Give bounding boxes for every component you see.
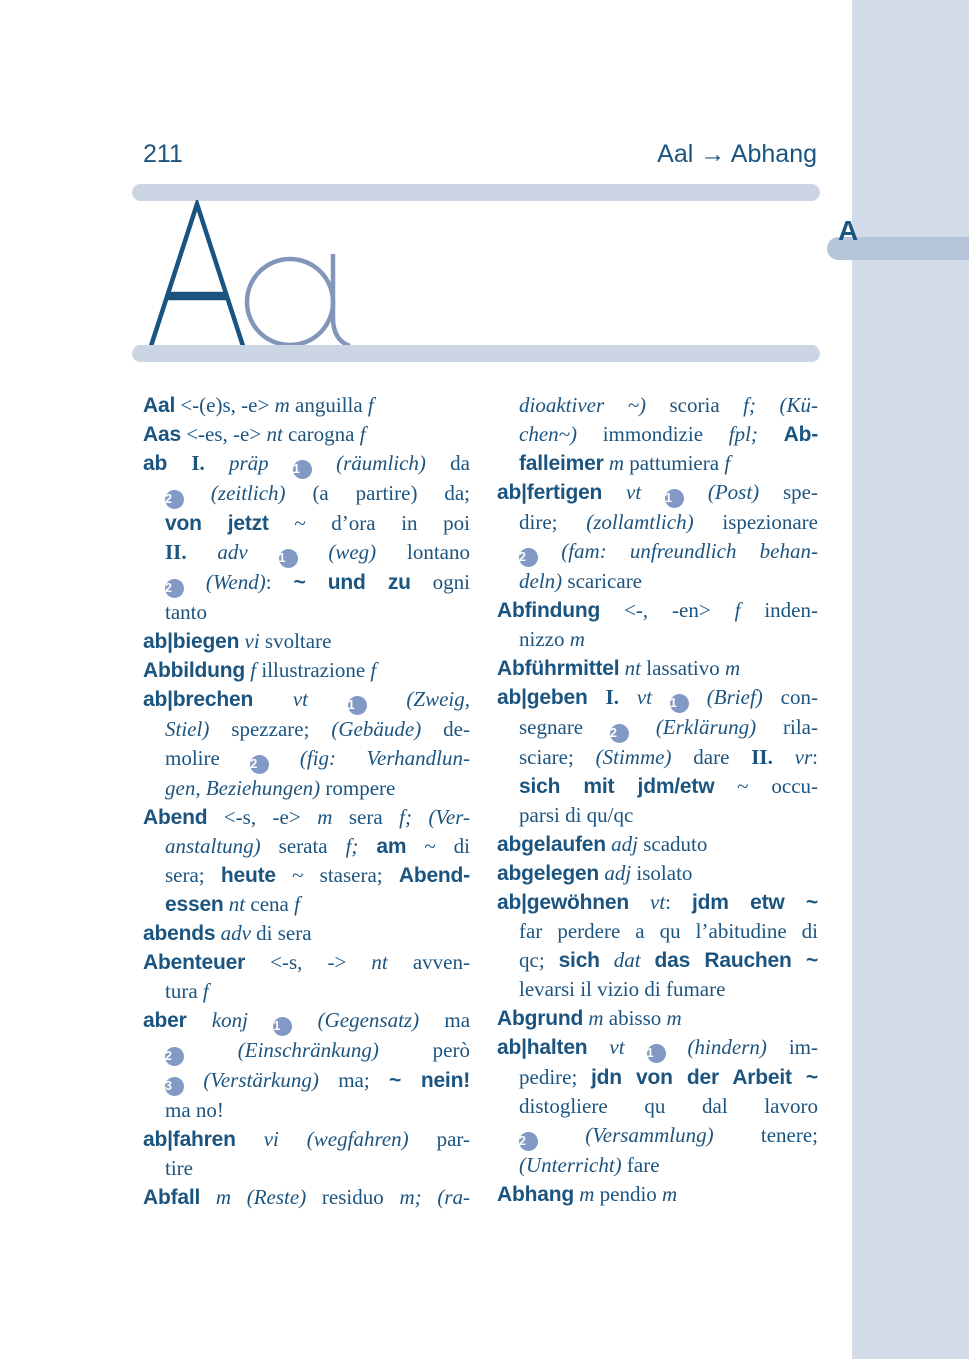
text-segment: isolato bbox=[631, 861, 693, 885]
text-segment: nt bbox=[624, 656, 642, 680]
text-segment: Abenteuer bbox=[143, 951, 246, 974]
page-number: 211 bbox=[143, 140, 183, 168]
text-segment bbox=[200, 1185, 216, 1209]
sense-number-badge: 1 bbox=[279, 549, 298, 568]
entry-line bbox=[497, 654, 818, 683]
text-segment: Aal bbox=[143, 394, 176, 417]
section-letters bbox=[143, 200, 358, 350]
text-segment: sera bbox=[332, 805, 400, 829]
entry-line bbox=[497, 917, 818, 946]
column-right bbox=[497, 391, 818, 1209]
entry-line bbox=[143, 977, 470, 1006]
text-segment: far perdere a qu l’abitudine di bbox=[519, 919, 818, 943]
text-segment bbox=[358, 834, 376, 858]
text-segment: das Rauchen ~ bbox=[654, 949, 819, 972]
text-segment: (Brief) bbox=[688, 685, 781, 709]
text-segment: dat bbox=[613, 948, 641, 972]
text-segment: (ra- bbox=[437, 1185, 471, 1209]
text-segment: m (Reste) bbox=[215, 1185, 307, 1209]
text-segment: spe- bbox=[783, 480, 818, 504]
sense-number-badge: 2 bbox=[610, 724, 629, 743]
text-segment: adv bbox=[220, 921, 251, 945]
text-segment: vt bbox=[626, 480, 666, 504]
entry-line bbox=[497, 1063, 818, 1092]
entry-line bbox=[497, 1092, 818, 1121]
text-segment: Aas bbox=[143, 423, 181, 446]
entry-line bbox=[497, 537, 818, 567]
entry-line bbox=[143, 598, 470, 627]
text-segment: <-es, -e> bbox=[180, 422, 267, 446]
text-segment: aber bbox=[143, 1009, 187, 1032]
text-segment: nt bbox=[266, 422, 283, 446]
entry-line bbox=[497, 830, 818, 859]
entry-line bbox=[143, 774, 470, 803]
text-segment: ~ di bbox=[406, 834, 471, 858]
text-segment: ogni bbox=[410, 570, 470, 594]
text-segment: con- bbox=[780, 685, 818, 709]
text-segment: Abhang bbox=[497, 1183, 574, 1206]
text-segment: distogliere qu dal lavoro bbox=[519, 1094, 818, 1118]
text-segment: vt bbox=[292, 687, 348, 711]
text-segment: (Stimme) bbox=[595, 745, 672, 769]
text-segment: parsi di qu/qc bbox=[519, 803, 634, 827]
entry-line bbox=[497, 1004, 818, 1033]
text-segment: (hindern) bbox=[665, 1035, 789, 1059]
entry-line bbox=[497, 888, 818, 917]
text-segment: heute bbox=[220, 864, 276, 887]
sense-number-badge: 1 bbox=[647, 1044, 666, 1063]
text-segment: tenere; bbox=[760, 1123, 818, 1147]
text-segment: nt bbox=[371, 950, 388, 974]
text-segment: dioaktiver ~) bbox=[519, 393, 646, 417]
text-segment: da bbox=[450, 451, 470, 475]
bottom-divider-bar bbox=[132, 345, 820, 362]
entry-line bbox=[497, 859, 818, 888]
entry-line bbox=[497, 625, 818, 654]
text-segment: scaricare bbox=[562, 569, 643, 593]
text-segment: m bbox=[579, 1182, 595, 1206]
text-segment: f bbox=[359, 422, 366, 446]
text-segment: : bbox=[812, 745, 818, 769]
sense-number-badge: 1 bbox=[665, 489, 684, 508]
text-segment: ab bbox=[143, 452, 168, 475]
text-segment: (Post) bbox=[684, 480, 783, 504]
text-segment: Abbildung bbox=[143, 659, 246, 682]
text-segment: : bbox=[265, 570, 294, 594]
text-segment bbox=[602, 480, 626, 504]
entry-line bbox=[497, 975, 818, 1004]
entry-line bbox=[143, 803, 470, 832]
text-segment: ma; bbox=[338, 1068, 390, 1092]
text-segment bbox=[756, 393, 780, 417]
letter-a-bowl bbox=[247, 259, 333, 345]
text-segment: scaduto bbox=[637, 832, 708, 856]
text-segment: f bbox=[202, 979, 209, 1003]
text-segment: vt bbox=[609, 1035, 647, 1059]
entry-line bbox=[143, 1006, 470, 1036]
text-segment: ~ occu- bbox=[714, 774, 819, 798]
sense-number-badge: 1 bbox=[293, 460, 312, 479]
text-segment: sera; bbox=[165, 863, 221, 887]
text-segment: (zollamtlich) bbox=[586, 510, 694, 534]
page-header bbox=[143, 140, 817, 169]
text-segment: scoria bbox=[646, 393, 744, 417]
entry-line bbox=[143, 479, 470, 509]
text-segment: konj bbox=[211, 1008, 274, 1032]
text-segment: (zeitlich) bbox=[184, 481, 313, 505]
entry-line bbox=[143, 1036, 470, 1066]
entry-line bbox=[497, 1033, 818, 1063]
text-segment: f; bbox=[743, 393, 756, 417]
text-segment: cena bbox=[245, 892, 295, 916]
entry-line bbox=[143, 744, 470, 774]
text-segment: abgelegen bbox=[497, 862, 600, 885]
letter-a-stem bbox=[333, 254, 350, 346]
section-letters-art bbox=[143, 200, 358, 350]
entry-line bbox=[497, 683, 818, 713]
text-segment: Abgrund bbox=[497, 1007, 584, 1030]
text-segment: fare bbox=[621, 1153, 660, 1177]
text-segment: sich mit jdm/etw bbox=[519, 775, 715, 798]
text-segment bbox=[236, 1127, 264, 1151]
text-segment: II. bbox=[165, 540, 218, 564]
text-segment: (Wend) bbox=[184, 570, 266, 594]
entry-line bbox=[143, 948, 470, 977]
guide-words: Aal → Abhang bbox=[657, 140, 817, 168]
entry-line bbox=[497, 772, 818, 801]
text-segment: ~ d’ora in poi bbox=[268, 511, 470, 535]
entry-line bbox=[143, 715, 470, 744]
entry-line bbox=[497, 596, 818, 625]
text-segment: <-(e)s, -e> bbox=[175, 393, 275, 417]
text-segment: I. bbox=[167, 451, 229, 475]
text-segment bbox=[641, 948, 655, 972]
entry-line bbox=[497, 391, 818, 420]
entry-line bbox=[143, 568, 470, 598]
text-segment: f; bbox=[345, 834, 359, 858]
text-segment: (weg) bbox=[297, 540, 407, 564]
entry-line bbox=[143, 1183, 470, 1212]
text-segment: jdn von der Arbeit ~ bbox=[591, 1066, 818, 1089]
entry-line bbox=[497, 743, 818, 772]
text-segment: Abfall bbox=[143, 1186, 201, 1209]
text-segment: deln) bbox=[519, 569, 563, 593]
text-segment bbox=[253, 687, 293, 711]
text-segment: vi (wegfahren) bbox=[263, 1127, 409, 1151]
text-segment: ab|fertigen bbox=[497, 481, 603, 504]
text-segment: m bbox=[317, 805, 333, 829]
text-segment: ispezionare bbox=[693, 510, 818, 534]
text-segment: Abfindung bbox=[497, 599, 601, 622]
entry-line bbox=[143, 1096, 470, 1125]
text-segment: carogna bbox=[282, 422, 360, 446]
text-segment bbox=[600, 948, 614, 972]
text-segment: spezzare; bbox=[209, 717, 332, 741]
text-segment: f; bbox=[399, 805, 412, 829]
text-segment: pedire; bbox=[519, 1065, 592, 1089]
text-segment: f bbox=[367, 393, 374, 417]
text-segment bbox=[412, 805, 428, 829]
text-segment: pattumiera bbox=[624, 451, 725, 475]
text-segment bbox=[422, 1185, 438, 1209]
text-segment: avven- bbox=[387, 950, 470, 974]
text-segment: anstaltung) bbox=[165, 834, 261, 858]
sense-number-badge: 2 bbox=[250, 755, 269, 774]
entry-line bbox=[143, 420, 470, 449]
text-segment: adj bbox=[604, 861, 632, 885]
text-segment: (Einschränkung) bbox=[184, 1038, 433, 1062]
entry-line bbox=[497, 1180, 818, 1209]
text-segment: m bbox=[274, 393, 290, 417]
text-segment bbox=[587, 1035, 609, 1059]
text-segment: dire; bbox=[519, 510, 587, 534]
entry-line bbox=[497, 420, 818, 449]
text-segment: f bbox=[294, 892, 300, 916]
text-segment bbox=[758, 422, 784, 446]
text-segment: f bbox=[370, 658, 377, 682]
text-segment bbox=[629, 890, 650, 914]
text-segment: (Zweig, bbox=[366, 687, 471, 711]
text-segment: (Ver- bbox=[428, 805, 470, 829]
text-segment: nizzo bbox=[519, 627, 570, 651]
thumb-tab-letter: A bbox=[838, 215, 859, 246]
entry-line bbox=[143, 538, 470, 568]
text-segment: m bbox=[608, 451, 625, 475]
text-segment: ~ stasera; bbox=[275, 863, 399, 887]
text-segment: essen bbox=[165, 893, 224, 916]
text-segment: de- bbox=[421, 717, 470, 741]
text-segment: segnare bbox=[519, 715, 610, 739]
text-segment: nt bbox=[228, 892, 246, 916]
entry-line bbox=[497, 478, 818, 508]
text-segment: abgelaufen bbox=[497, 833, 606, 856]
text-segment: residuo bbox=[306, 1185, 400, 1209]
entry-line bbox=[497, 1151, 818, 1180]
text-segment: am bbox=[376, 835, 407, 858]
text-segment: Stiel) bbox=[165, 717, 210, 741]
text-segment: illustrazione bbox=[256, 658, 371, 682]
text-segment: jdm etw ~ bbox=[692, 891, 818, 914]
text-segment: tanto bbox=[165, 600, 207, 624]
text-segment: ab|fahren bbox=[143, 1128, 236, 1151]
sense-number-badge: 2 bbox=[165, 579, 184, 598]
text-segment bbox=[187, 1008, 212, 1032]
text-segment: (Kü- bbox=[779, 393, 818, 417]
text-segment: abends bbox=[143, 922, 216, 945]
text-segment: però bbox=[432, 1038, 470, 1062]
text-segment: (Versammlung) bbox=[538, 1123, 761, 1147]
text-segment: pendio bbox=[594, 1182, 663, 1206]
entry-line bbox=[143, 656, 470, 685]
entry-line bbox=[143, 509, 470, 538]
text-segment: (Unterricht) bbox=[519, 1153, 622, 1177]
text-segment: (fam: unfreundlich behan- bbox=[538, 539, 818, 563]
entry-line bbox=[143, 391, 470, 420]
text-segment: m; bbox=[399, 1185, 422, 1209]
sense-number-badge: 1 bbox=[670, 694, 689, 713]
text-segment: rila- bbox=[783, 715, 818, 739]
text-segment: ab|biegen bbox=[143, 630, 240, 653]
text-segment: II. bbox=[751, 745, 795, 769]
sense-number-badge: 3 bbox=[165, 1077, 184, 1096]
text-segment: dare bbox=[671, 745, 752, 769]
text-segment: f bbox=[734, 598, 741, 622]
text-segment: molire bbox=[165, 746, 251, 770]
text-segment: levarsi il vizio di fumare bbox=[519, 977, 726, 1001]
text-segment: <-, -en> bbox=[600, 598, 735, 622]
text-segment: falleimer bbox=[519, 452, 604, 475]
entry-line bbox=[497, 449, 818, 478]
entry-line bbox=[497, 508, 818, 537]
entry-line bbox=[143, 627, 470, 656]
text-segment: m bbox=[666, 1006, 682, 1030]
text-segment: m bbox=[588, 1006, 604, 1030]
text-segment: chen~) bbox=[519, 422, 577, 446]
text-segment: di sera bbox=[250, 921, 312, 945]
text-segment: m bbox=[725, 656, 741, 680]
text-segment: lontano bbox=[406, 540, 470, 564]
text-segment: <-s, -> bbox=[245, 950, 372, 974]
text-segment: Abend bbox=[143, 806, 208, 829]
entry-line bbox=[143, 919, 470, 948]
sense-number-badge: 2 bbox=[519, 548, 538, 567]
entry-line bbox=[143, 861, 470, 890]
text-segment: serata bbox=[260, 834, 346, 858]
column-left bbox=[143, 391, 470, 1212]
text-segment: im- bbox=[788, 1035, 819, 1059]
text-segment: svoltare bbox=[259, 629, 332, 653]
text-segment: gen, Beziehungen) bbox=[165, 776, 321, 800]
text-segment: ab|gewöhnen bbox=[497, 891, 630, 914]
text-segment: tire bbox=[165, 1156, 193, 1180]
text-segment: ma no! bbox=[165, 1098, 224, 1122]
text-segment: inden- bbox=[740, 598, 818, 622]
entry-line bbox=[143, 1066, 470, 1096]
entry-line bbox=[143, 832, 470, 861]
entry-line bbox=[143, 890, 470, 919]
text-segment: (räumlich) bbox=[311, 451, 451, 475]
text-segment: adv bbox=[217, 540, 279, 564]
sense-number-badge: 2 bbox=[519, 1132, 538, 1151]
text-segment: I. bbox=[587, 685, 637, 709]
text-segment: vi bbox=[244, 629, 260, 653]
text-segment: ab|halten bbox=[497, 1036, 588, 1059]
text-segment: (a partire) da; bbox=[312, 481, 470, 505]
entry-line bbox=[497, 567, 818, 596]
text-segment: f bbox=[250, 658, 257, 682]
text-segment: von jetzt bbox=[165, 512, 269, 535]
entry-line bbox=[497, 946, 818, 975]
top-divider-bar bbox=[132, 184, 820, 201]
text-segment: rompere bbox=[320, 776, 396, 800]
entry-line bbox=[497, 713, 818, 743]
entry-line bbox=[497, 1121, 818, 1151]
text-segment: ~ nein! bbox=[389, 1069, 470, 1092]
text-segment: : bbox=[665, 890, 693, 914]
entry-line bbox=[143, 1154, 470, 1183]
text-segment: ma bbox=[444, 1008, 471, 1032]
text-segment: vt bbox=[650, 890, 666, 914]
text-segment: <-s, -e> bbox=[207, 805, 318, 829]
text-segment: tura bbox=[165, 979, 203, 1003]
text-segment: ab|brechen bbox=[143, 688, 254, 711]
text-segment: sich bbox=[558, 949, 600, 972]
entry-line bbox=[143, 449, 470, 479]
sense-number-badge: 2 bbox=[165, 1047, 184, 1066]
text-segment: m bbox=[569, 627, 585, 651]
sense-number-badge: 2 bbox=[165, 490, 184, 509]
sense-number-badge: 1 bbox=[273, 1017, 292, 1036]
thumb-index-strip bbox=[852, 0, 969, 1359]
text-segment: immondizie bbox=[577, 422, 729, 446]
text-segment: (Verstärkung) bbox=[184, 1068, 339, 1092]
text-segment: adj bbox=[611, 832, 638, 856]
sense-number-badge: 1 bbox=[348, 696, 367, 715]
text-segment: ab|geben bbox=[497, 686, 588, 709]
text-segment: m bbox=[662, 1182, 678, 1206]
text-segment: par- bbox=[408, 1127, 470, 1151]
entry-line bbox=[497, 801, 818, 830]
entry-line bbox=[143, 1125, 470, 1154]
text-segment: präp bbox=[228, 451, 293, 475]
text-segment: vt bbox=[636, 685, 670, 709]
text-segment: anguilla bbox=[289, 393, 368, 417]
entry-line bbox=[143, 685, 470, 715]
text-segment: abisso bbox=[603, 1006, 667, 1030]
text-segment: Ab- bbox=[783, 423, 818, 446]
text-segment: (Gebäude) bbox=[331, 717, 422, 741]
text-segment: f bbox=[724, 451, 731, 475]
text-segment: Abend- bbox=[398, 864, 470, 887]
text-segment: Abführmittel bbox=[497, 657, 620, 680]
text-segment: (Erklärung) bbox=[628, 715, 783, 739]
text-segment: (Gegensatz) bbox=[292, 1008, 445, 1032]
letter-A-strokes bbox=[151, 204, 243, 346]
text-segment: vr bbox=[794, 745, 813, 769]
text-segment: qc; bbox=[519, 948, 559, 972]
text-segment: sciare; bbox=[519, 745, 596, 769]
text-segment: fpl; bbox=[728, 422, 758, 446]
text-segment: ~ und zu bbox=[293, 571, 411, 594]
text-segment: lassativo bbox=[641, 656, 726, 680]
text-segment: (fig: Verhandlun- bbox=[269, 746, 470, 770]
